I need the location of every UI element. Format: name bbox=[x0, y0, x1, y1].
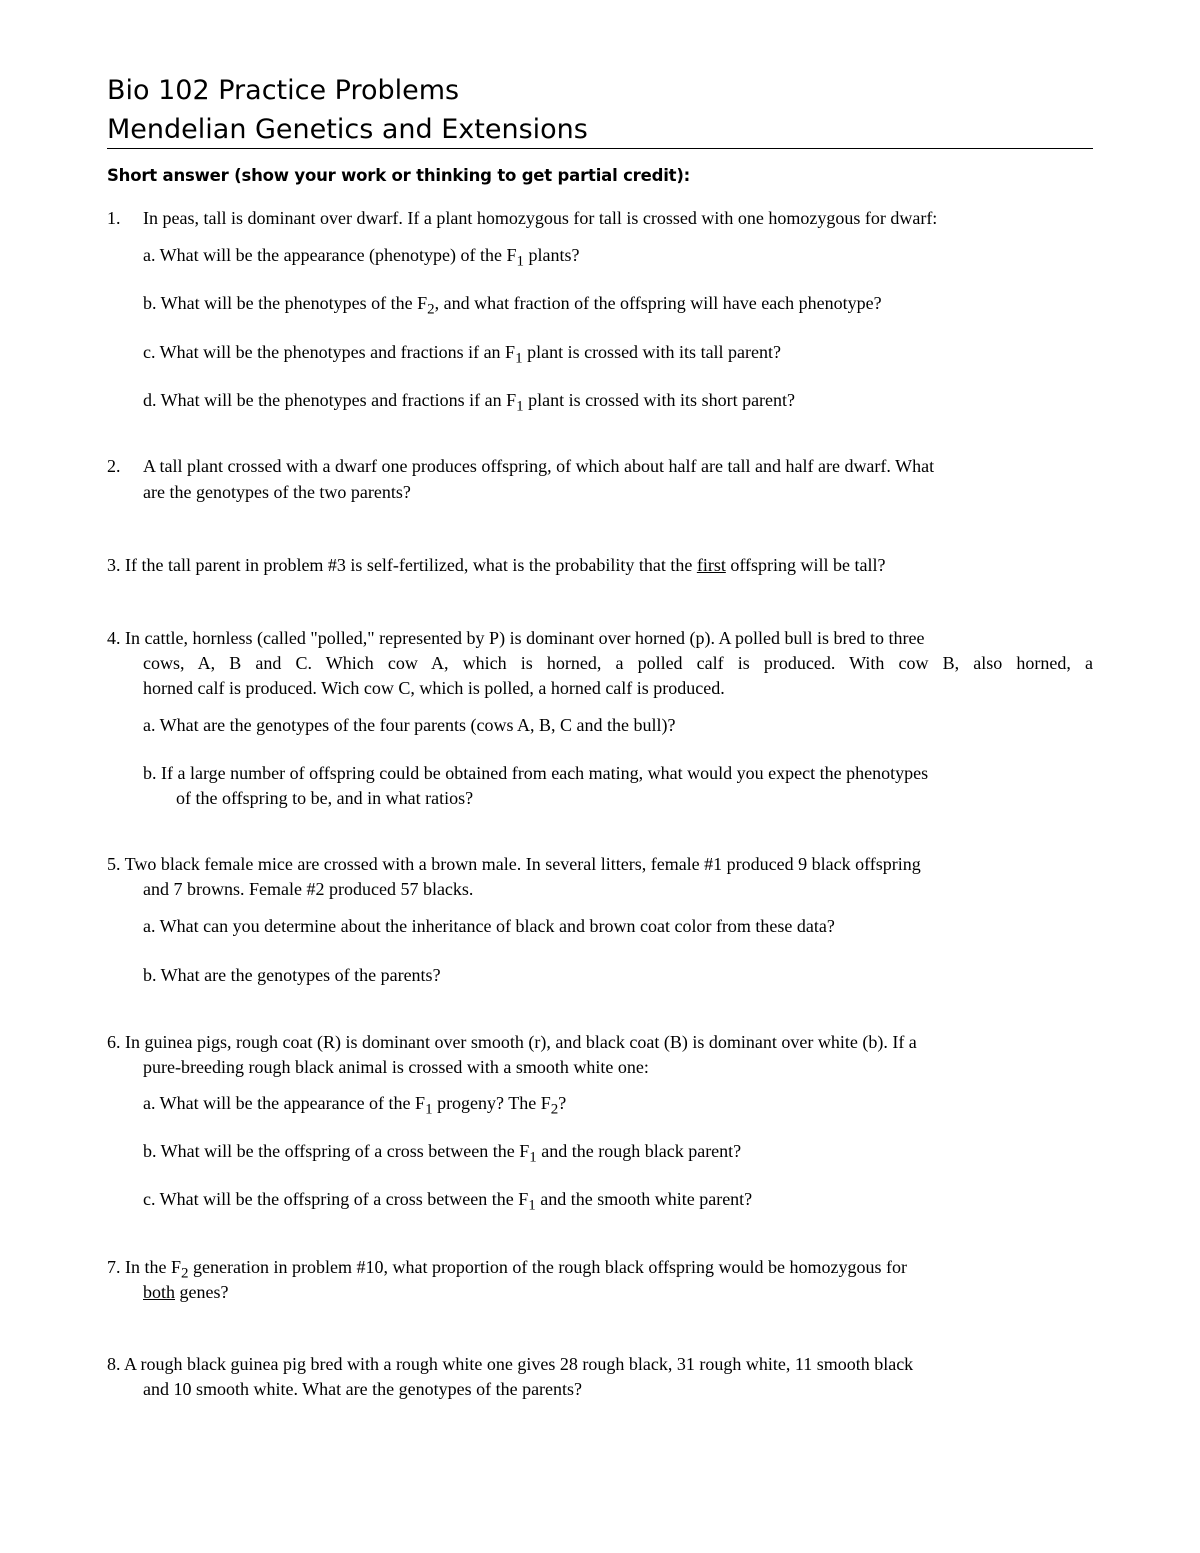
question-4b-line-2: of the offspring to be, and in what ratios? bbox=[176, 788, 474, 808]
question-6c: c. What will be the offspring of a cross between the $F_1$ and the smooth white parent? bbox=[143, 1189, 753, 1214]
question-5-line-1: 5. Two black female mice are crossed with a brown male. In several litters, female #1 produced 9 black offspring bbox=[107, 854, 921, 874]
question-4-line-2: cows, A, B and C. Which cow A, which is horned, a polled calf is produced. With cow B, also horned, a bbox=[143, 653, 1093, 673]
question-6b: b. What will be the offspring of a cross between the $F_1$ and the rough black parent? bbox=[143, 1141, 742, 1166]
underlined-word-first: first bbox=[696, 555, 726, 575]
question-3: 3. If the tall parent in problem #3 is self-fertilized, what is the probability that the first offspring will be tall? bbox=[107, 555, 886, 575]
question-1-number: 1. bbox=[107, 208, 121, 228]
question-1b: b. What will be the phenotypes of the $F_2$, and what fraction of the offspring will have each phenotype? bbox=[143, 293, 882, 318]
question-6-line-2: pure-breeding rough black animal is crossed with a smooth white one: bbox=[143, 1057, 649, 1077]
question-6-line-1: 6. In guinea pigs, rough coat (R) is dominant over smooth (r), and black coat (B) is dominant over white (b). If a bbox=[107, 1032, 917, 1052]
question-2-line-2: are the genotypes of the two parents? bbox=[143, 482, 411, 502]
question-6a: a. What will be the appearance of the $F_1$ progeny? The $F_2$? bbox=[143, 1093, 567, 1118]
question-2-number: 2. bbox=[107, 456, 121, 476]
question-5a: a. What can you determine about the inheritance of black and brown coat color from these data? bbox=[143, 916, 835, 936]
question-1c: c. What will be the phenotypes and fractions if an $F_1$ plant is crossed with its tall parent? bbox=[143, 342, 782, 367]
question-5b: b. What are the genotypes of the parents? bbox=[143, 965, 441, 985]
question-1d: d. What will be the phenotypes and fractions if an $F_1$ plant is crossed with its short parent? bbox=[143, 390, 796, 415]
underlined-word-both: both bbox=[143, 1282, 176, 1302]
question-1-stem: In peas, tall is dominant over dwarf. If a plant homozygous for tall is crossed with one homozygous for dwarf: bbox=[143, 208, 938, 228]
question-2-line-1: A tall plant crossed with a dwarf one produces offspring, of which about half are tall and half are dwarf. What bbox=[143, 456, 935, 476]
question-1a: a. What will be the appearance (phenotype) of the $F_1$ plants? bbox=[143, 245, 580, 270]
section-instructions: Short answer (show your work or thinking to get partial credit): bbox=[107, 166, 691, 185]
question-7-line-1: 7. In the $F_2$ generation in problem #10, what proportion of the rough black offspring would be homozygous for bbox=[107, 1257, 908, 1282]
question-8-line-2: and 10 smooth white. What are the genotypes of the parents? bbox=[143, 1379, 583, 1399]
page-title: Bio 102 Practice Problems bbox=[107, 75, 460, 106]
question-4-line-1: 4. In cattle, hornless (called "polled," represented by P) is dominant over horned (p). A polled bull is bred to three bbox=[107, 628, 925, 648]
question-7-line-2: both genes? bbox=[143, 1282, 229, 1302]
question-4a: a. What are the genotypes of the four parents (cows A, B, C and the bull)? bbox=[143, 715, 676, 735]
question-4-line-3: horned calf is produced. Wich cow C, which is polled, a horned calf is produced. bbox=[143, 678, 725, 698]
question-5-line-2: and 7 browns. Female #2 produced 57 blacks. bbox=[143, 879, 474, 899]
question-8-line-1: 8. A rough black guinea pig bred with a rough white one gives 28 rough black, 31 rough white, 11 smooth black bbox=[107, 1354, 914, 1374]
title-divider bbox=[107, 148, 1093, 149]
page-subtitle: Mendelian Genetics and Extensions bbox=[107, 114, 588, 145]
question-4b-line-1: b. If a large number of offspring could be obtained from each mating, what would you expect the phenotypes bbox=[143, 763, 929, 783]
